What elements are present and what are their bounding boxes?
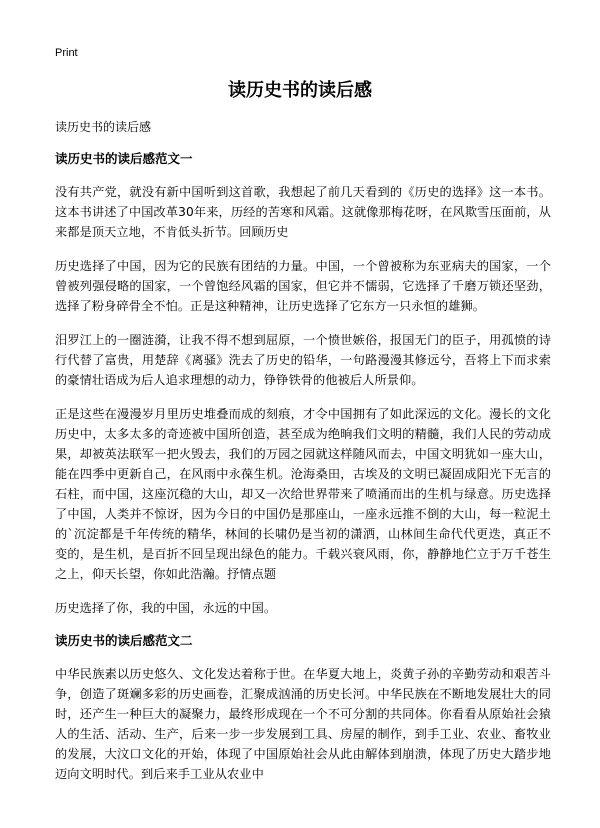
section-heading-2: 读历史书的读后感范文二 bbox=[55, 633, 193, 648]
section-heading-1: 读历史书的读后感范文一 bbox=[55, 151, 193, 166]
section-1-paragraph-3: 汨罗江上的一圈涟漪，让我不得不想到屈原，一个愤世嫉俗，报国无门的臣子，用孤愤的诗行代替了富贵，用楚辞《离骚》洗去了历史的铅华，一句路漫漫其修远兮，吾将上下而求索的豪情壮语成为后人追求理想的动力，铮铮铁骨的他被后人所景仰。 bbox=[55, 333, 551, 387]
section-2-paragraph-1: 中华民族素以历史悠久、文化发达着称于世。在华夏大地上，炎黄子孙的辛勤劳动和艰苦斗争，创造了斑斓多彩的历史画卷，汇聚成汹涌的历史长河。中华民族在不断地发展壮大的同时，还产生一种巨大的凝聚力，最终形成现在一个不可分割的共同体。你看看从原始社会猿人的生活、活动、生产，后来一步一步发展到工具、房屋的制作，到手工业、农业、畜牧业的发展，大汶口文化的开始，体现了中国原始社会从此由解体到崩溃，体现了历史大踏步地迈向文明时代。到后来手工业从农业中 bbox=[55, 667, 551, 781]
section-1-paragraph-1: 没有共产党，就没有新中国听到这首歌，我想起了前几天看到的《历史的选择》这一本书。这本书讲述了中国改革30年来，历经的苦寒和风霜。这就像那梅花呀，在风欺雪压面前，从来都是顶天立地，不肯低头折节。回顾历史 bbox=[55, 185, 551, 239]
section-1-paragraph-4: 正是这些在漫漫岁月里历史堆叠而成的刻痕，才令中国拥有了如此深远的文化。漫长的文化历史中，太多太多的奇迹被中国所创造，甚至成为绝晌我们文明的精髓，我们人民的劳动成果，却被英法联军一把火毁去，我们的万园之园就这样随风而去，中国文明犹如一座大山，能在四季中更新自己，在风雨中永葆生机。沧海桑田，古埃及的文明已凝固成阳光下无言的石柱，而中国，这座沉稳的大山，却又一次给世界带来了喷涌而出的生机与绿意。历史选择了中国，人类并不惊讶，因为今日的中国仍是那座山，一座永远推不倒的大山，每一粒泥土的`沉淀都是千年传统的精华，林间的长啸仍是当初的潇洒，山林间生命代代更迭，真正不变的，是生机，是百折不回呈现出绿色的能力。千载兴衰风雨，你，静静地伫立于万千苍生之上，仰天长望，你如此浩瀚。抒情点题 bbox=[55, 407, 551, 581]
print-link[interactable]: Print bbox=[55, 47, 78, 59]
page-title: 读历史书的读后感 bbox=[228, 80, 372, 101]
section-1-paragraph-2: 历史选择了中国，因为它的民族有团结的力量。中国，一个曾被称为东亚病夫的国家，一个曾被列强侵略的国家，一个曾饱经风霜的国家，但它并不懦弱，它选择了千磨万锁还坚劲，选择了粉身碎骨全不怕。正是这种精神，让历史选择了它东方一只永恒的雄狮。 bbox=[55, 259, 551, 313]
section-1-paragraph-5: 历史选择了你，我的中国，永远的中国。 bbox=[55, 601, 277, 615]
page-subtitle: 读历史书的读后感 bbox=[55, 120, 152, 134]
article-body bbox=[55, 150, 551, 798]
